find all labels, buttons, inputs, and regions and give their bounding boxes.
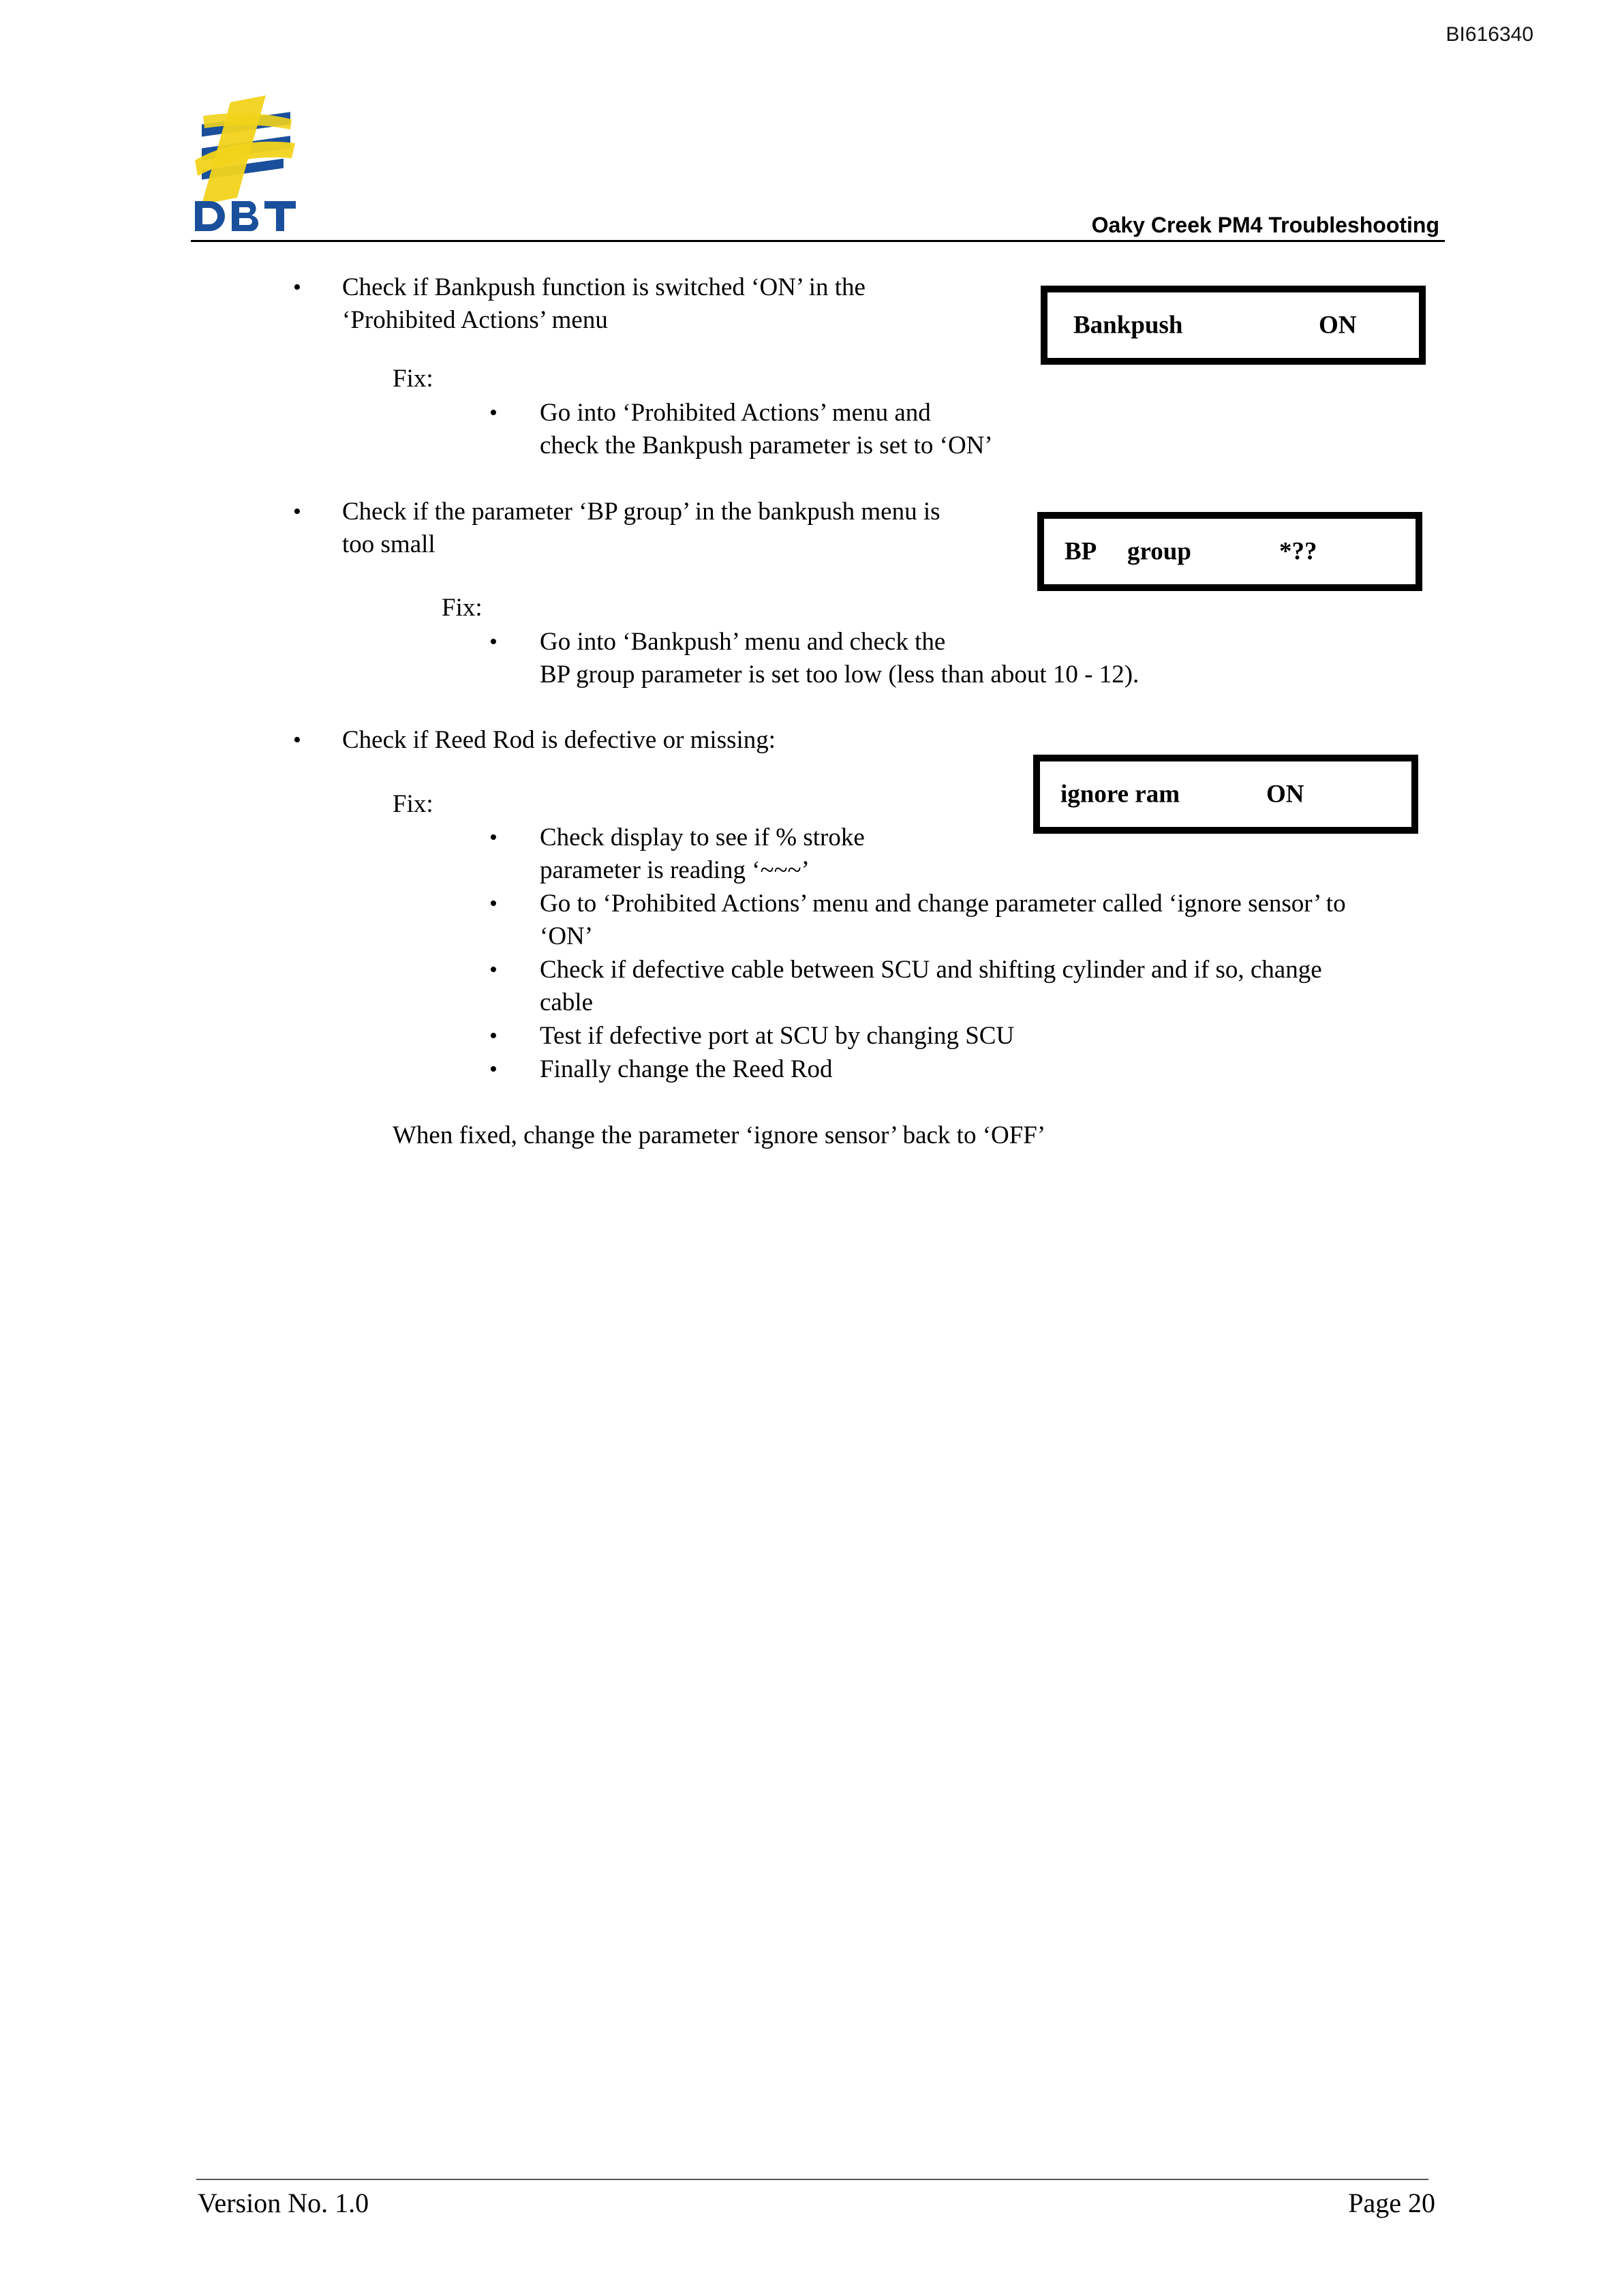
closing-note: When fixed, change the parameter ‘ignore sensor’ back to ‘OFF’ (393, 1121, 1046, 1149)
fix-line: Finally change the Reed Rod (540, 1055, 833, 1083)
display-ignore-ram (1033, 755, 1418, 834)
fix-line: ‘ON’ (540, 922, 594, 950)
bullet-icon: • (489, 957, 498, 982)
fix-label: Fix: (393, 365, 433, 393)
check-bp-group-line2: too small (342, 530, 435, 558)
fix-label: Fix: (393, 790, 433, 818)
fix-line: Check display to see if % stroke (540, 824, 865, 851)
display-value: ON (1266, 780, 1304, 809)
fix-line: Go into ‘Bankpush’ menu and check the (540, 628, 946, 656)
check-reed-rod: Check if Reed Rod is defective or missing: (342, 726, 776, 754)
fix-line: Go into ‘Prohibited Actions’ menu and (540, 399, 931, 427)
display-param: Bankpush (1073, 311, 1183, 339)
display-bp-group (1037, 512, 1422, 591)
bullet-icon: • (293, 275, 301, 300)
document-id: BI616340 (1445, 23, 1533, 46)
header-title: Oaky Creek PM4 Troubleshooting (1091, 213, 1439, 237)
bullet-icon: • (489, 1023, 498, 1048)
check-bankpush-line1: Check if Bankpush function is switched ‘ON’ in the (342, 273, 866, 301)
fix-line: Test if defective port at SCU by changing SCU (540, 1022, 1015, 1050)
version-number: Version No. 1.0 (198, 2188, 369, 2218)
fix-line: check the Bankpush parameter is set to ‘ON’ (540, 432, 993, 459)
display-param: BP (1065, 537, 1097, 566)
bullet-icon: • (489, 825, 498, 850)
fix-line: cable (540, 988, 594, 1016)
bullet-icon: • (293, 499, 301, 524)
fix-line: parameter is reading ‘~~~’ (540, 856, 810, 884)
fix-line: BP group parameter is set too low (less than about 10 - 12). (540, 661, 1139, 689)
bullet-icon: • (293, 727, 301, 753)
bullet-icon: • (489, 1057, 498, 1082)
footer-divider (196, 2179, 1428, 2180)
dbt-logo (189, 95, 305, 239)
fix-line: Check if defective cable between SCU and shifting cylinder and if so, change (540, 956, 1322, 984)
bullet-icon: • (489, 629, 498, 654)
dbt-logo-icon (189, 95, 305, 239)
display-bankpush (1041, 286, 1426, 365)
display-param: ignore ram (1060, 780, 1180, 809)
display-value: *?? (1279, 537, 1317, 566)
fix-label: Fix: (442, 594, 483, 622)
bullet-icon: • (489, 891, 498, 916)
page-number: Page 20 (1348, 2188, 1435, 2218)
check-bp-group-line1: Check if the parameter ‘BP group’ in the bankpush menu is (342, 498, 940, 526)
check-bankpush-line2: ‘Prohibited Actions’ menu (342, 306, 608, 334)
display-param: group (1127, 537, 1191, 566)
bullet-icon: • (489, 400, 498, 425)
display-value: ON (1319, 311, 1357, 339)
fix-line: Go to ‘Prohibited Actions’ menu and change parameter called ‘ignore sensor’ to (540, 890, 1346, 918)
header-divider (191, 240, 1445, 242)
